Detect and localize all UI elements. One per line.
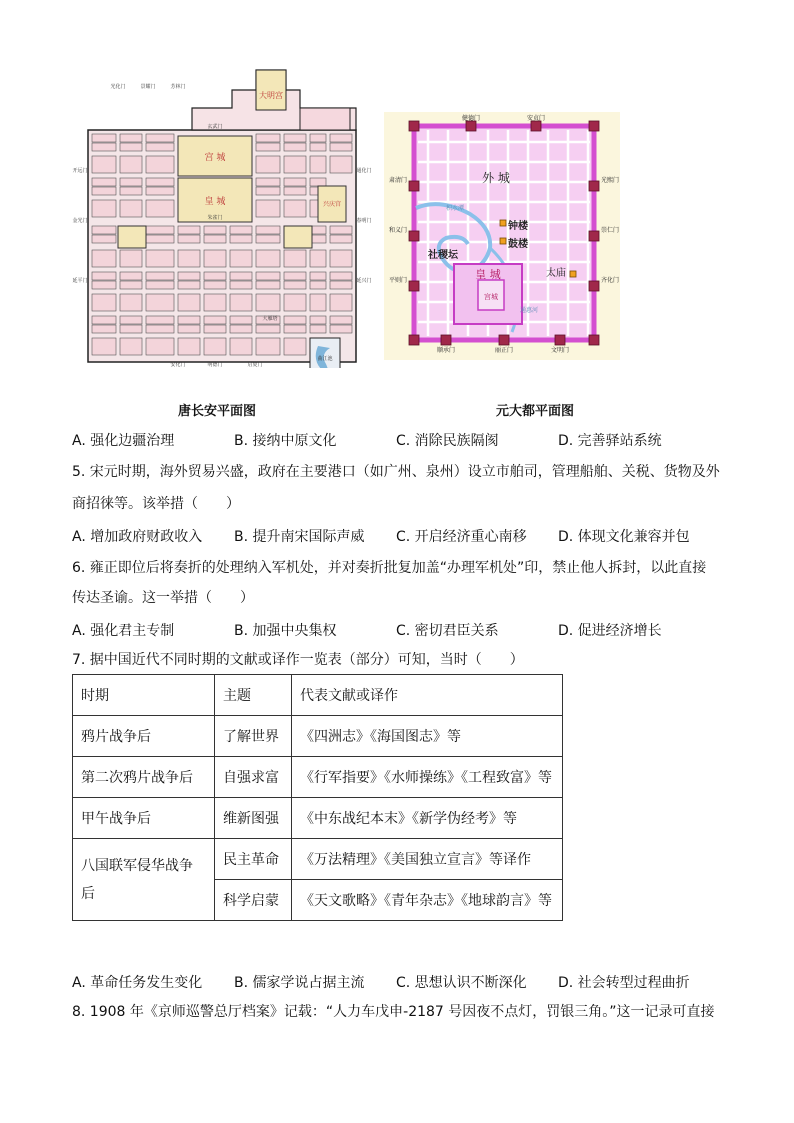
ward-block [310,143,326,151]
ward-block [120,316,142,324]
yuan-left-gate-1: 肃清门 [388,177,408,184]
ward-block [146,294,174,311]
figure-maps [0,68,794,368]
ward-block [330,272,352,280]
ward-block [330,325,352,333]
ward-block [310,156,326,173]
ward-block [310,178,326,186]
table-cell-period: 鸦片战争后 [73,716,215,757]
ward-block [256,294,280,311]
ward-block [146,178,174,186]
gate-tower [409,281,419,291]
ward-block [204,272,226,280]
taimiao-label: 太庙 [546,268,566,279]
tang-left-gate-2: 金光门 [72,218,88,224]
ward-block [284,143,306,151]
ward-block [178,316,200,324]
ward-block [178,235,200,243]
table-cell-works: 《四洲志》《海国图志》等 [292,716,563,757]
ward-block [146,281,174,289]
ward-block [204,325,226,333]
yuan-bottom-gate-1: 顺承门 [436,347,456,354]
gate-tower [409,181,419,191]
q4-options [72,430,752,452]
ward-block [92,281,116,289]
ward-block [230,325,252,333]
daming-label: 大明宫 [259,91,283,100]
yuan-left-gate-3: 平则门 [388,277,408,284]
left-map-caption: 唐长安平面图 [178,404,257,419]
table-cell-works: 《中东战纪本末》《新学伪经考》等 [292,798,563,839]
yuan-right-gate-3: 齐化门 [600,277,620,284]
ward-block [120,200,142,217]
ward-block [256,134,280,142]
ward-block [284,281,306,289]
ward-block [92,325,116,333]
ward-block [204,226,226,234]
yuan-bottom-gate-3: 文明门 [550,347,570,354]
ward-block [310,272,326,280]
table-row [73,839,563,880]
q7-table [72,674,563,921]
ward-block [230,281,252,289]
ward-block [256,200,280,217]
q4-option-b[interactable]: B. 接纳中原文化 [234,433,337,449]
ward-block [92,338,116,355]
table-header-period: 时期 [73,675,215,716]
q6-stem-line2: 传达圣谕。这一举措（ ） [72,590,254,606]
ward-block [146,143,174,151]
q6-option-c[interactable]: C. 密切君臣关系 [396,623,499,639]
ward-block [310,250,326,267]
table-cell-works: 《万法精理》《美国独立宣言》等译作 [292,839,563,880]
table-cell-theme: 民主革命 [215,839,292,880]
ward-block [146,187,174,195]
q6-option-b[interactable]: B. 加强中央集权 [234,623,337,639]
ward-block [330,235,352,243]
yuan-imperial-city-label: 皇 城 [475,268,501,281]
ward-block [204,250,226,267]
ward-block [120,250,142,267]
ward-block [146,272,174,280]
ward-block [310,325,326,333]
ward-block [330,134,352,142]
yuan-bottom-gate-2: 丽正门 [494,347,514,354]
table-cell-period: 甲午战争后 [73,798,215,839]
ward-block [120,294,142,311]
ward-block [146,226,174,234]
ward-block [178,226,200,234]
ward-block [92,250,116,267]
yuan-top-gate-1: 健德门 [461,115,481,122]
gate-tower [409,121,419,131]
ward-block [92,272,116,280]
ward-block [92,156,116,173]
tang-left-gate-3: 延平门 [72,278,88,284]
ward-block [230,250,252,267]
ward-block [146,325,174,333]
ward-block [120,178,142,186]
q6-option-a[interactable]: A. 强化君主专制 [72,623,175,639]
q5-option-d[interactable]: D. 体现文化兼容并包 [558,529,690,545]
ward-block [284,294,306,311]
q6-option-d[interactable]: D. 促进经济增长 [558,623,662,639]
q5-option-a[interactable]: A. 增加政府财政收入 [72,529,203,545]
gate-tower [531,121,541,131]
q7-option-c[interactable]: C. 思想认识不断深化 [396,975,527,991]
ward-block [330,250,352,267]
ward-block [284,178,306,186]
ward-block [146,200,174,217]
ward-block [146,250,174,267]
q7-option-a[interactable]: A. 革命任务发生变化 [72,975,203,991]
ward-block [230,226,252,234]
palace-city-label: 宫 城 [204,153,226,163]
tang-top-gate-2: 景耀门 [140,84,156,90]
xuanwu-gate-label: 玄武门 [207,124,223,130]
gate-tower [441,335,451,345]
ward-block [178,281,200,289]
q4-option-a[interactable]: A. 强化边疆治理 [72,433,175,449]
gate-tower [409,335,419,345]
yuan-dadu-map [384,112,620,360]
ward-block [178,250,200,267]
q5-stem-line1: 5. 宋元时期，海外贸易兴盛，政府在主要港口（如广州、泉州）设立市舶司，管理船舶、关税、货物及外 [72,464,720,480]
ward-block [330,156,352,173]
ward-block [92,226,116,234]
tang-bottom-gate-1: 安化门 [170,362,186,368]
ward-block [230,338,252,355]
ward-block [310,294,326,311]
ward-block [178,294,200,311]
ward-block [256,235,280,243]
zhuque-gate-label: 朱雀门 [207,215,223,221]
table-cell-works: 《天文歌略》《青年杂志》《地球韵言》等 [292,880,563,921]
ward-block [146,134,174,142]
gate-tower [499,335,509,345]
ward-block [256,143,280,151]
bell-tower-label: 钟楼 [508,221,528,232]
imperial-city-label: 皇 城 [204,197,226,207]
dayan-pagoda-label: 大雁塔 [262,316,278,322]
ward-block [256,250,280,267]
tang-changan-map [72,70,371,368]
ward-block [92,294,116,311]
ward-block [284,250,306,267]
ward-block [256,226,280,234]
ward-block [92,134,116,142]
ward-block [230,294,252,311]
gate-tower [589,231,599,241]
ward-block [146,338,174,355]
q4-option-d[interactable]: D. 完善驿站系统 [558,433,662,449]
table-cell-theme: 了解世界 [215,716,292,757]
qujiang-label: 曲江池 [317,356,333,362]
xingqing-label: 兴庆宫 [322,201,342,208]
tang-top-gate-3: 芳林门 [170,84,186,90]
gate-tower [589,121,599,131]
ward-block [120,281,142,289]
ward-block [178,338,200,355]
q5-options [72,526,752,548]
ward-block [204,294,226,311]
ward-block [178,272,200,280]
ward-block [330,294,352,311]
ward-block [120,187,142,195]
q5-option-c[interactable]: C. 开启经济重心南移 [396,529,527,545]
yuan-top-gate-2: 安贞门 [526,115,546,122]
gate-tower [589,281,599,291]
ward-block [120,338,142,355]
yuan-palace-label: 宫城 [484,293,498,301]
ward-block [146,156,174,173]
outer-city-label: 外 城 [482,171,510,185]
ward-block [204,338,226,355]
ward-block [120,156,142,173]
ward-block [92,200,116,217]
drum-tower-label: 鼓楼 [508,239,528,250]
gate-tower [555,335,565,345]
tonghui-river-label: 通惠河 [520,307,539,314]
q6-options [72,620,752,642]
ward-block [256,281,280,289]
q7-stem: 7. 据中国近代不同时期的文献或译作一览表（部分）可知，当时（ ） [72,652,524,668]
sheji-altar-label: 社稷坛 [428,250,458,261]
table-row [73,716,563,757]
tang-bottom-gate-3: 启夏门 [247,362,263,368]
q5-option-b[interactable]: B. 提升南宋国际声威 [234,529,365,545]
ward-block [92,316,116,324]
ward-block [230,316,252,324]
ward-block [310,316,326,324]
yuan-left-gate-2: 和义门 [388,227,408,234]
ward-block [204,235,226,243]
ward-block [256,325,280,333]
ward-block [256,272,280,280]
ward-block [284,338,306,355]
ward-block [284,156,306,173]
ward-block [146,235,174,243]
ward-block [284,325,306,333]
ward-block [256,187,280,195]
table-header-theme: 主题 [215,675,292,716]
ward-block [256,338,280,355]
tang-bottom-gate-2: 明德门 [207,362,223,368]
table-cell-theme: 自强求富 [215,757,292,798]
q8-stem-line1: 8. 1908 年《京师巡警总厅档案》记载：“人力车戊申-2187 号因夜不点灯，罚银三角。”这一记录可直接 [72,1004,715,1020]
q7-option-d[interactable]: D. 社会转型过程曲折 [558,975,690,991]
table-header-works: 代表文献或译作 [292,675,563,716]
q4-option-c[interactable]: C. 消除民族隔阂 [396,433,499,449]
tang-top-gate-1: 光化门 [110,84,126,90]
ward-block [284,187,306,195]
table-cell-theme: 维新图强 [215,798,292,839]
ward-block [284,272,306,280]
table-row [73,798,563,839]
ward-block [310,281,326,289]
tang-right-gate-1: 通化门 [356,168,372,174]
ward-block [230,272,252,280]
ward-block [92,178,116,186]
ward-block [120,143,142,151]
yuan-right-gate-1: 光熙门 [600,177,620,184]
table-row [73,757,563,798]
tang-right-gate-3: 延兴门 [356,278,372,284]
ward-block [330,226,352,234]
ward-block [256,156,280,173]
ward-block [120,325,142,333]
ward-block [310,134,326,142]
right-map-caption: 元大都平面图 [496,404,575,419]
table-cell-period: 第二次鸦片战争后 [73,757,215,798]
ward-block [146,316,174,324]
gate-tower [409,231,419,241]
ward-block [120,134,142,142]
q7-options [72,972,752,994]
table-cell-theme: 科学启蒙 [215,880,292,921]
ward-block [256,178,280,186]
ward-block [204,281,226,289]
tang-right-gate-2: 春明门 [356,218,372,224]
q5-stem-line2: 商招徕等。该举措（ ） [72,496,240,512]
yuan-right-gate-2: 崇仁门 [600,227,620,234]
ward-block [92,235,116,243]
ward-block [204,316,226,324]
ward-block [120,272,142,280]
table-cell-period: 八国联军侵华战争后 [73,839,215,921]
gate-tower [589,181,599,191]
tang-left-gate-1: 开远门 [72,168,88,174]
ward-block [330,143,352,151]
gate-tower [589,335,599,345]
ward-block [284,200,306,217]
gate-tower [466,121,476,131]
q7-option-b[interactable]: B. 儒家学说占据主流 [234,975,365,991]
ward-block [178,325,200,333]
ward-block [330,316,352,324]
ward-block [230,235,252,243]
table-header-row [73,675,563,716]
ward-block [284,134,306,142]
ward-block [92,143,116,151]
q6-stem-line1: 6. 雍正即位后将奏折的处理纳入军机处，并对奏折批复加盖“办理军机处”印，禁止他人拆封，以此直接 [72,560,707,576]
ward-block [92,187,116,195]
ward-block [330,281,352,289]
jishuitan-label: 积水潭 [446,205,465,212]
table-cell-works: 《行军指要》《水师操练》《工程致富》等 [292,757,563,798]
ward-block [284,316,306,324]
